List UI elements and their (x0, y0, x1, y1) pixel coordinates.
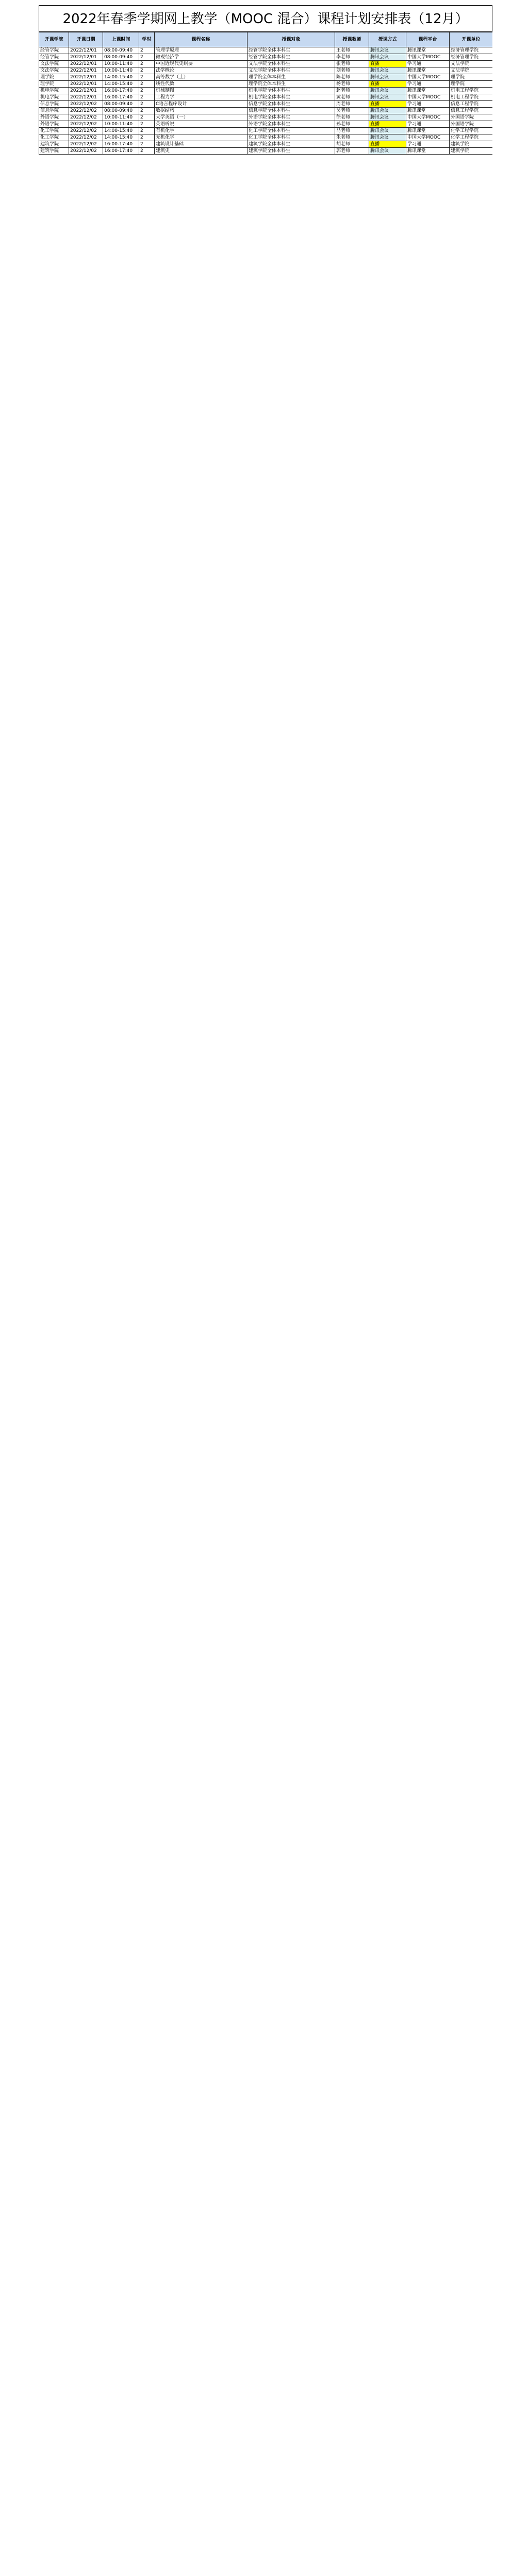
table-cell-course: 线性代数 (155, 81, 248, 88)
table-cell-platform: 腾讯课堂 (406, 128, 450, 134)
column-header: 开课日期 (69, 32, 103, 47)
table-cell-platform: 腾讯课堂 (406, 88, 450, 94)
table-cell-method: 直播 (369, 61, 406, 67)
table-cell-date: 2022/12/02 (69, 141, 103, 148)
table-row (39, 134, 493, 141)
table-cell-method: 腾讯会议 (369, 94, 406, 101)
table-cell-date: 2022/12/02 (69, 108, 103, 114)
table-row (39, 81, 493, 88)
column-header: 授课教师 (335, 32, 369, 47)
table-cell-teacher: 马老师 (335, 128, 369, 134)
table-cell-teacher: 赵老师 (335, 88, 369, 94)
table-cell-teacher: 王老师 (335, 47, 369, 54)
table-cell-course: C语言程序设计 (155, 101, 248, 108)
table-cell-method: 腾讯会议 (369, 88, 406, 94)
table-cell-time: 14:00-15:40 (103, 134, 139, 141)
table-cell-audience: 经管学院全体本科生 (248, 47, 335, 54)
table-cell-time: 08:00-09:40 (103, 47, 139, 54)
table-cell-dept: 理学院 (450, 81, 493, 88)
table-cell-audience: 化工学院全体本科生 (248, 134, 335, 141)
table-cell-dept: 建筑学院 (450, 141, 493, 148)
table-cell-time: 14:00-15:40 (103, 128, 139, 134)
table-cell-method: 腾讯会议 (369, 134, 406, 141)
table-cell-audience: 信息学院全体本科生 (248, 108, 335, 114)
table-cell-college: 外语学院 (39, 121, 69, 128)
table-cell-date: 2022/12/01 (69, 88, 103, 94)
table-cell-college: 信息学院 (39, 108, 69, 114)
table-cell-dept: 经济管理学院 (450, 54, 493, 61)
table-cell-date: 2022/12/02 (69, 134, 103, 141)
table-cell-dept: 经济管理学院 (450, 47, 493, 54)
table-cell-platform: 中国大学MOOC (406, 134, 450, 141)
table-cell-teacher: 徐老师 (335, 114, 369, 121)
table-cell-platform: 中国大学MOOC (406, 114, 450, 121)
table-cell-date: 2022/12/01 (69, 81, 103, 88)
table-cell-audience: 机电学院全体本科生 (248, 94, 335, 101)
table-cell-hours: 2 (139, 101, 155, 108)
table-row (39, 47, 493, 54)
table-cell-audience: 文法学院全体本科生 (248, 67, 335, 74)
table-cell-dept: 外国语学院 (450, 121, 493, 128)
table-cell-platform: 学习通 (406, 141, 450, 148)
table-cell-teacher: 郭老师 (335, 148, 369, 155)
table-cell-date: 2022/12/01 (69, 47, 103, 54)
table-cell-dept: 化学工程学院 (450, 134, 493, 141)
column-header: 课程平台 (406, 32, 450, 47)
column-header: 上课时间 (103, 32, 139, 47)
table-cell-time: 10:00-11:40 (103, 67, 139, 74)
table-cell-hours: 2 (139, 54, 155, 61)
table-cell-platform: 腾讯课堂 (406, 148, 450, 155)
table-cell-dept: 机电工程学院 (450, 94, 493, 101)
table-cell-teacher: 胡老师 (335, 141, 369, 148)
table-cell-teacher: 李老师 (335, 54, 369, 61)
table-cell-date: 2022/12/01 (69, 74, 103, 81)
table-cell-hours: 2 (139, 114, 155, 121)
table-cell-time: 16:00-17:40 (103, 88, 139, 94)
table-cell-course: 大学英语（一） (155, 114, 248, 121)
table-cell-date: 2022/12/01 (69, 61, 103, 67)
table-cell-hours: 2 (139, 141, 155, 148)
table-cell-method: 腾讯会议 (369, 67, 406, 74)
schedule-table (39, 32, 492, 155)
table-body (39, 47, 493, 155)
table-cell-course: 有机化学 (155, 128, 248, 134)
table-cell-course: 英语听说 (155, 121, 248, 128)
table-cell-dept: 信息工程学院 (450, 101, 493, 108)
table-cell-date: 2022/12/02 (69, 121, 103, 128)
table-cell-time: 10:00-11:40 (103, 61, 139, 67)
column-header: 开课学院 (39, 32, 69, 47)
table-cell-college: 经管学院 (39, 47, 69, 54)
table-cell-time: 08:00-09:40 (103, 101, 139, 108)
table-cell-college: 信息学院 (39, 101, 69, 108)
table-row (39, 121, 493, 128)
table-cell-hours: 2 (139, 47, 155, 54)
table-cell-time: 10:00-11:40 (103, 114, 139, 121)
table-cell-method: 腾讯会议 (369, 128, 406, 134)
table-cell-audience: 机电学院全体本科生 (248, 88, 335, 94)
table-cell-date: 2022/12/02 (69, 148, 103, 155)
table-cell-time: 16:00-17:40 (103, 141, 139, 148)
table-cell-teacher: 孙老师 (335, 121, 369, 128)
table-cell-dept: 文法学院 (450, 61, 493, 67)
table-cell-college: 建筑学院 (39, 148, 69, 155)
table-row (39, 148, 493, 155)
table-cell-college: 文法学院 (39, 67, 69, 74)
table-cell-college: 化工学院 (39, 128, 69, 134)
table-cell-audience: 外语学院全体本科生 (248, 114, 335, 121)
table-cell-audience: 建筑学院全体本科生 (248, 141, 335, 148)
table-cell-platform: 学习通 (406, 81, 450, 88)
table-cell-audience: 经管学院全体本科生 (248, 54, 335, 61)
table-cell-course: 数据结构 (155, 108, 248, 114)
table-cell-dept: 信息工程学院 (450, 108, 493, 114)
table-cell-course: 建筑史 (155, 148, 248, 155)
table-cell-platform: 学习通 (406, 101, 450, 108)
table-cell-course: 中国近现代史纲要 (155, 61, 248, 67)
table-cell-audience: 化工学院全体本科生 (248, 128, 335, 134)
table-cell-method: 腾讯会议 (369, 108, 406, 114)
table-cell-course: 法学概论 (155, 67, 248, 74)
column-header: 授课方式 (369, 32, 406, 47)
table-cell-method: 腾讯会议 (369, 47, 406, 54)
table-cell-dept: 机电工程学院 (450, 88, 493, 94)
table-cell-dept: 化学工程学院 (450, 128, 493, 134)
column-header: 授课对象 (248, 32, 335, 47)
table-cell-time: 08:00-09:40 (103, 108, 139, 114)
table-cell-platform: 腾讯课堂 (406, 47, 450, 54)
table-cell-audience: 理学院全体本科生 (248, 81, 335, 88)
table-cell-date: 2022/12/01 (69, 94, 103, 101)
table-cell-course: 管理学原理 (155, 47, 248, 54)
table-cell-college: 文法学院 (39, 61, 69, 67)
table-cell-time: 14:00-15:40 (103, 74, 139, 81)
table-cell-hours: 2 (139, 134, 155, 141)
table-cell-platform: 学习通 (406, 121, 450, 128)
table-cell-college: 理学院 (39, 74, 69, 81)
table-cell-teacher: 朱老师 (335, 134, 369, 141)
table-cell-dept: 建筑学院 (450, 148, 493, 155)
table-cell-hours: 2 (139, 148, 155, 155)
table-cell-platform: 腾讯课堂 (406, 108, 450, 114)
table-cell-course: 机械制图 (155, 88, 248, 94)
table-cell-audience: 外语学院全体本科生 (248, 121, 335, 128)
table-cell-course: 工程力学 (155, 94, 248, 101)
table-cell-college: 建筑学院 (39, 141, 69, 148)
table-cell-platform: 中国大学MOOC (406, 94, 450, 101)
table-row (39, 61, 493, 67)
table-cell-time: 16:00-17:40 (103, 148, 139, 155)
table-cell-date: 2022/12/02 (69, 114, 103, 121)
table-cell-teacher: 刘老师 (335, 67, 369, 74)
table-cell-hours: 2 (139, 121, 155, 128)
table-cell-method: 直播 (369, 141, 406, 148)
table-cell-course: 高等数学（上） (155, 74, 248, 81)
table-row (39, 108, 493, 114)
table-cell-time: 10:00-11:40 (103, 121, 139, 128)
table-cell-method: 腾讯会议 (369, 74, 406, 81)
table-row (39, 54, 493, 61)
table-row (39, 101, 493, 108)
table-row (39, 67, 493, 74)
column-header: 课程名称 (155, 32, 248, 47)
table-cell-hours: 2 (139, 88, 155, 94)
table-cell-dept: 文法学院 (450, 67, 493, 74)
table-header-row (39, 32, 493, 47)
table-cell-audience: 文法学院全体本科生 (248, 61, 335, 67)
table-cell-course: 无机化学 (155, 134, 248, 141)
table-cell-method: 腾讯会议 (369, 148, 406, 155)
table-row (39, 141, 493, 148)
table-cell-method: 腾讯会议 (369, 114, 406, 121)
table-cell-course: 建筑设计基础 (155, 141, 248, 148)
table-cell-course: 微观经济学 (155, 54, 248, 61)
table-cell-hours: 2 (139, 74, 155, 81)
table-cell-teacher: 周老师 (335, 101, 369, 108)
table-row (39, 128, 493, 134)
table-cell-hours: 2 (139, 94, 155, 101)
table-cell-college: 机电学院 (39, 94, 69, 101)
table-cell-method: 直播 (369, 101, 406, 108)
table-cell-dept: 理学院 (450, 74, 493, 81)
table-cell-platform: 中国大学MOOC (406, 74, 450, 81)
table-cell-audience: 信息学院全体本科生 (248, 101, 335, 108)
table-cell-method: 腾讯会议 (369, 54, 406, 61)
table-cell-platform: 中国大学MOOC (406, 54, 450, 61)
column-header: 学时 (139, 32, 155, 47)
table-cell-college: 经管学院 (39, 54, 69, 61)
schedule-table-wrapper (39, 32, 492, 2576)
table-cell-college: 机电学院 (39, 88, 69, 94)
table-cell-platform: 腾讯课堂 (406, 67, 450, 74)
table-cell-teacher: 吴老师 (335, 108, 369, 114)
table-cell-time: 16:00-17:40 (103, 94, 139, 101)
table-cell-platform: 学习通 (406, 61, 450, 67)
table-cell-teacher: 张老师 (335, 61, 369, 67)
table-cell-date: 2022/12/02 (69, 128, 103, 134)
table-cell-dept: 外国语学院 (450, 114, 493, 121)
table-cell-college: 化工学院 (39, 134, 69, 141)
table-cell-method: 直播 (369, 81, 406, 88)
table-cell-hours: 2 (139, 128, 155, 134)
table-cell-hours: 2 (139, 108, 155, 114)
table-cell-date: 2022/12/01 (69, 54, 103, 61)
table-cell-time: 14:00-15:40 (103, 81, 139, 88)
table-cell-date: 2022/12/02 (69, 101, 103, 108)
table-cell-audience: 建筑学院全体本科生 (248, 148, 335, 155)
table-cell-hours: 2 (139, 81, 155, 88)
table-cell-date: 2022/12/01 (69, 67, 103, 74)
table-cell-teacher: 陈老师 (335, 74, 369, 81)
column-header: 开课单位 (450, 32, 493, 47)
table-row (39, 114, 493, 121)
table-row (39, 94, 493, 101)
table-cell-college: 理学院 (39, 81, 69, 88)
table-cell-hours: 2 (139, 67, 155, 74)
table-row (39, 88, 493, 94)
table-cell-teacher: 黄老师 (335, 94, 369, 101)
table-cell-audience: 理学院全体本科生 (248, 74, 335, 81)
table-cell-time: 08:00-09:40 (103, 54, 139, 61)
table-cell-hours: 2 (139, 61, 155, 67)
table-cell-college: 外语学院 (39, 114, 69, 121)
page-title: 2022年春季学期网上教学（MOOC 混合）课程计划安排表（12月） (39, 5, 492, 32)
table-cell-method: 直播 (369, 121, 406, 128)
table-row (39, 74, 493, 81)
table-cell-teacher: 杨老师 (335, 81, 369, 88)
